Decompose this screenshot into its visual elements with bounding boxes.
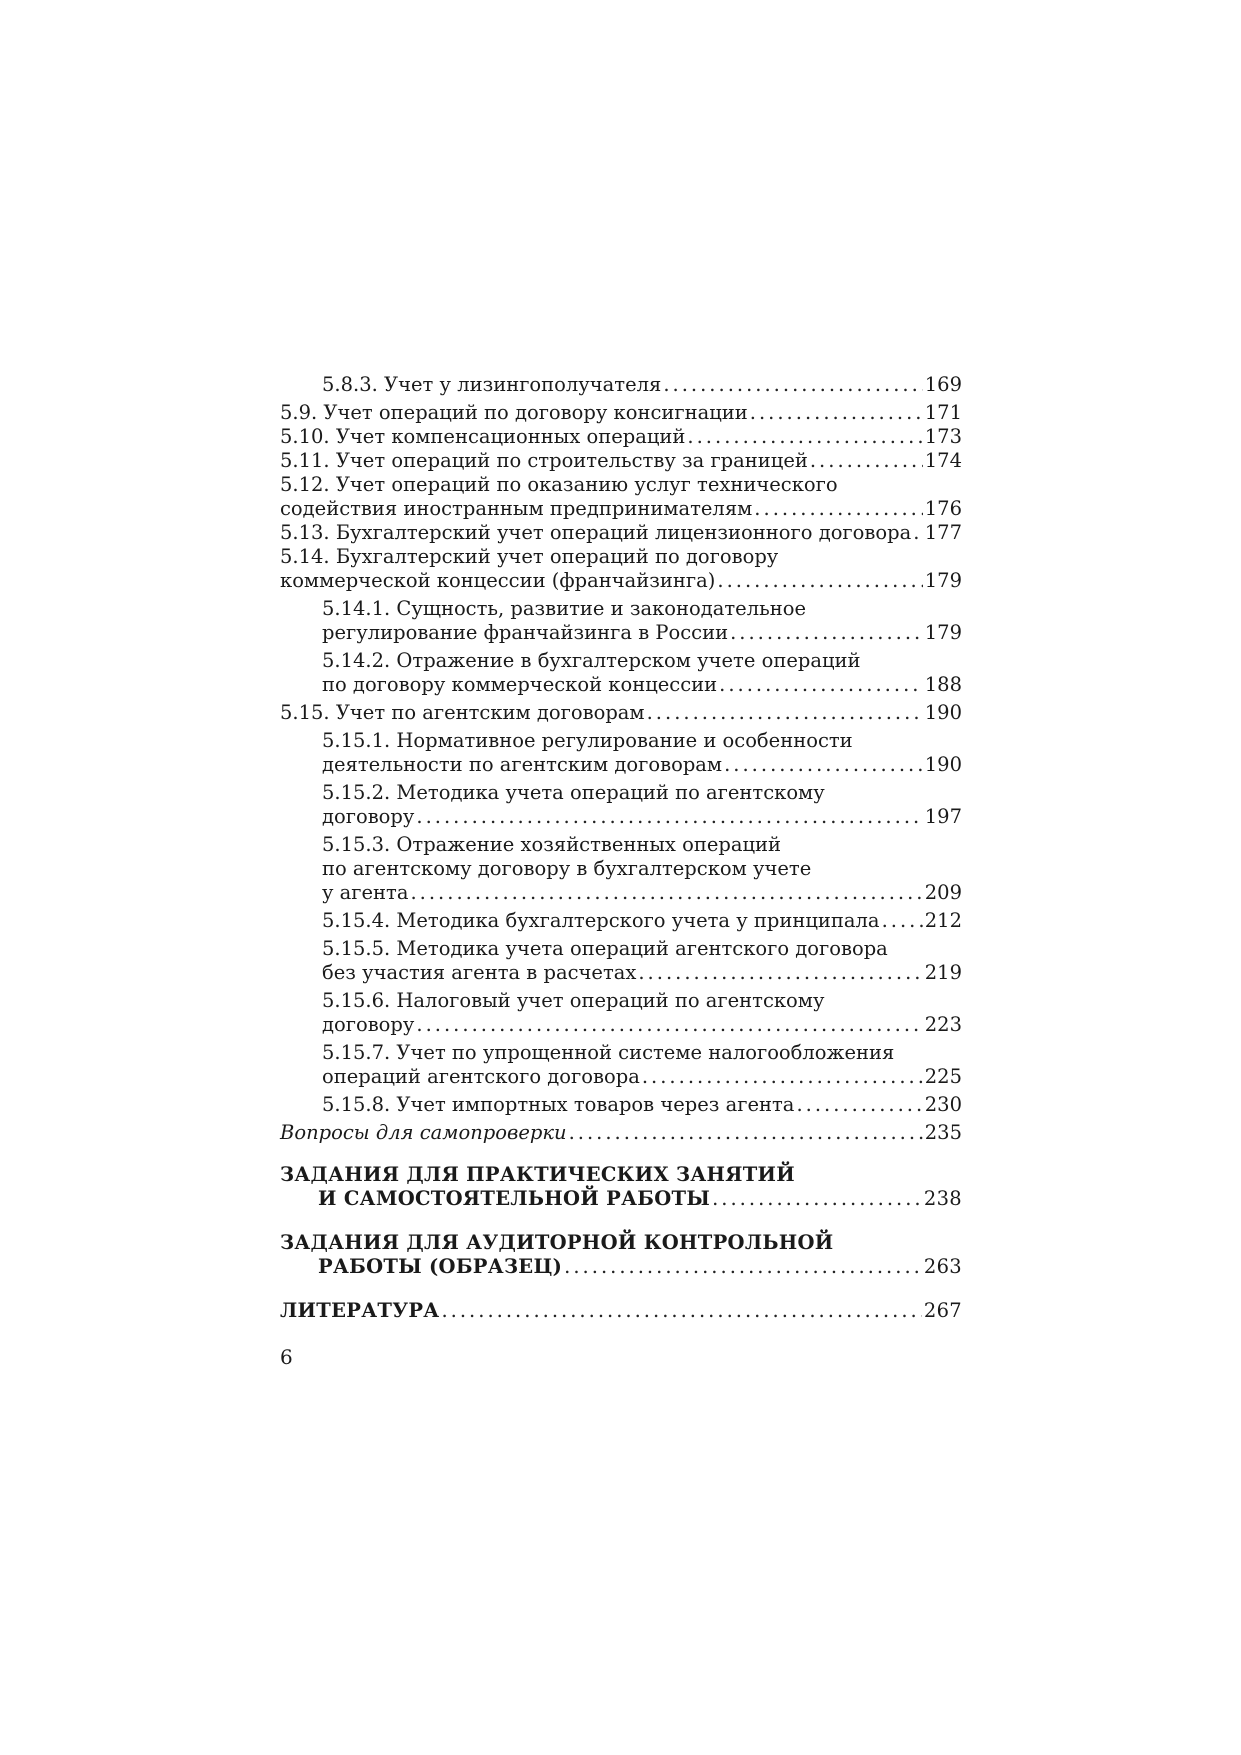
toc-entry-title: 5.15.8. Учет импортных товаров через агента <box>322 1093 795 1116</box>
toc-entry[interactable] <box>280 649 962 697</box>
toc-entry-page: 197 <box>924 805 962 828</box>
toc-entry[interactable] <box>280 701 962 725</box>
toc-entry-title: деятельности по агентским договорам <box>322 753 723 776</box>
leader-dots <box>717 569 922 593</box>
toc-entry-page: 230 <box>924 1093 962 1116</box>
toc-entry-title: 5.11. Учет операций по строительству за границей <box>280 449 808 472</box>
toc-entry-title: 5.13. Бухгалтерский учет операций лицензионного договора <box>280 521 912 544</box>
toc-entry-page: 177 <box>924 521 962 544</box>
leader-dots <box>638 961 922 985</box>
toc-entry-review-questions[interactable] <box>280 1121 962 1145</box>
toc-entry-title-line: 5.15.7. Учет по упрощенной системе налогообложения <box>322 1041 895 1064</box>
leader-dots <box>410 881 922 905</box>
toc-entry-title: операций агентского договора <box>322 1065 640 1088</box>
toc-entry[interactable] <box>280 909 962 933</box>
toc-entry[interactable] <box>280 833 962 905</box>
toc-entry-title: у агента <box>322 881 409 904</box>
toc-entry-title-line: 5.15.2. Методика учета операций по агентскому <box>322 781 825 804</box>
leader-dots <box>882 909 923 933</box>
toc-entry-title-line: 5.14. Бухгалтерский учет операций по договору <box>280 545 779 568</box>
toc-entry-page: 190 <box>924 753 962 776</box>
toc-entry-page: 171 <box>924 401 962 424</box>
toc-entry-page: 176 <box>924 497 962 520</box>
leader-dots <box>687 425 922 449</box>
toc-entry-title-line: 5.14.2. Отражение в бухгалтерском учете операций <box>322 649 861 672</box>
toc-entry[interactable] <box>280 1041 962 1089</box>
leader-dots <box>754 497 922 521</box>
toc-entry-title-line: 5.12. Учет операций по оказанию услуг технического <box>280 473 838 496</box>
leader-dots <box>796 1093 922 1117</box>
leader-dots <box>913 521 923 545</box>
toc-entry-title: договору <box>322 805 415 828</box>
toc-entry-title: Вопросы для самопроверки <box>280 1121 567 1144</box>
leader-dots <box>750 401 923 425</box>
toc-entry-title-line: 5.15.1. Нормативное регулирование и особенности <box>322 729 853 752</box>
toc-entry-page: 212 <box>924 909 962 932</box>
toc-entry-title: 5.15.4. Методика бухгалтерского учета у принципала <box>322 909 880 932</box>
toc-entry[interactable] <box>280 449 962 473</box>
toc-entry[interactable] <box>280 781 962 829</box>
toc-major-title: ЛИТЕРАТУРА <box>280 1299 440 1322</box>
toc-entry-title: договору <box>322 1013 415 1036</box>
toc-entry[interactable] <box>280 373 962 397</box>
toc-entry[interactable] <box>280 473 962 521</box>
toc-entry-title: 5.10. Учет компенсационных операций <box>280 425 686 448</box>
leader-dots <box>569 1121 923 1145</box>
toc-entry-title: содействия иностранным предпринимателям <box>280 497 753 520</box>
toc-major-literature[interactable] <box>280 1299 962 1323</box>
toc-entry-page: 235 <box>924 1121 962 1144</box>
toc-entry[interactable] <box>280 521 962 545</box>
toc-entry-title: регулирование франчайзинга в России <box>322 621 729 644</box>
toc-entry[interactable] <box>280 401 962 425</box>
leader-dots <box>647 701 923 725</box>
toc-major-exam[interactable] <box>280 1231 962 1279</box>
toc-entry-title-line: 5.15.3. Отражение хозяйственных операций <box>322 833 782 856</box>
toc-entry[interactable] <box>280 425 962 449</box>
toc-major-title: РАБОТЫ (ОБРАЗЕЦ) <box>318 1255 563 1278</box>
toc-entry-page: 179 <box>924 569 962 592</box>
toc-entry-title-line: 5.14.1. Сущность, развитие и законодательное <box>322 597 807 620</box>
toc-entry-title: по договору коммерческой концессии <box>322 673 718 696</box>
toc-entry[interactable] <box>280 597 962 645</box>
leader-dots <box>730 621 923 645</box>
leader-dots <box>441 1299 921 1323</box>
toc-major-title-line: ЗАДАНИЯ ДЛЯ ПРАКТИЧЕСКИХ ЗАНЯТИЙ <box>280 1163 795 1186</box>
toc-entry[interactable] <box>280 989 962 1037</box>
toc-major-page: 238 <box>923 1187 962 1210</box>
leader-dots <box>416 805 922 829</box>
leader-dots <box>564 1255 922 1279</box>
leader-dots <box>719 673 923 697</box>
toc-entry-title-line: 5.15.6. Налоговый учет операций по агентскому <box>322 989 825 1012</box>
toc-entry[interactable] <box>280 1093 962 1117</box>
toc-entry-page: 174 <box>924 449 962 472</box>
toc-entry-page: 173 <box>924 425 962 448</box>
leader-dots <box>712 1187 922 1211</box>
toc-major-page: 267 <box>923 1299 962 1322</box>
leader-dots <box>642 1065 923 1089</box>
toc-entry[interactable] <box>280 545 962 593</box>
toc-major-page: 263 <box>923 1255 962 1278</box>
leader-dots <box>663 373 922 397</box>
toc-entry-title: 5.8.3. Учет у лизингополучателя <box>322 373 662 396</box>
toc-entry-page: 209 <box>924 881 962 904</box>
toc-entry-title: без участия агента в расчетах <box>322 961 637 984</box>
toc-entry-page: 169 <box>924 373 962 396</box>
toc-entry-page: 223 <box>924 1013 962 1036</box>
toc-major-title-line: ЗАДАНИЯ ДЛЯ АУДИТОРНОЙ КОНТРОЛЬНОЙ <box>280 1231 834 1254</box>
toc-entry[interactable] <box>280 729 962 777</box>
toc-entry-title: коммерческой концессии (франчайзинга) <box>280 569 716 592</box>
table-of-contents <box>280 373 962 1323</box>
toc-entry-page: 188 <box>924 673 962 696</box>
toc-major-title: И САМОСТОЯТЕЛЬНОЙ РАБОТЫ <box>318 1187 711 1210</box>
toc-entry-title: 5.9. Учет операций по договору консигнации <box>280 401 748 424</box>
toc-entry-title: 5.15. Учет по агентским договорам <box>280 701 645 724</box>
toc-entry-page: 179 <box>924 621 962 644</box>
toc-entry-page: 225 <box>924 1065 962 1088</box>
toc-entry[interactable] <box>280 937 962 985</box>
leader-dots <box>810 449 923 473</box>
toc-major-assignments[interactable] <box>280 1163 962 1211</box>
toc-entry-page: 219 <box>924 961 962 984</box>
toc-entry-title-line: 5.15.5. Методика учета операций агентского договора <box>322 937 888 960</box>
toc-entry-page: 190 <box>924 701 962 724</box>
leader-dots <box>416 1013 922 1037</box>
page-number: 6 <box>280 1345 293 1369</box>
leader-dots <box>724 753 923 777</box>
toc-entry-title-line: по агентскому договору в бухгалтерском учете <box>322 857 812 880</box>
